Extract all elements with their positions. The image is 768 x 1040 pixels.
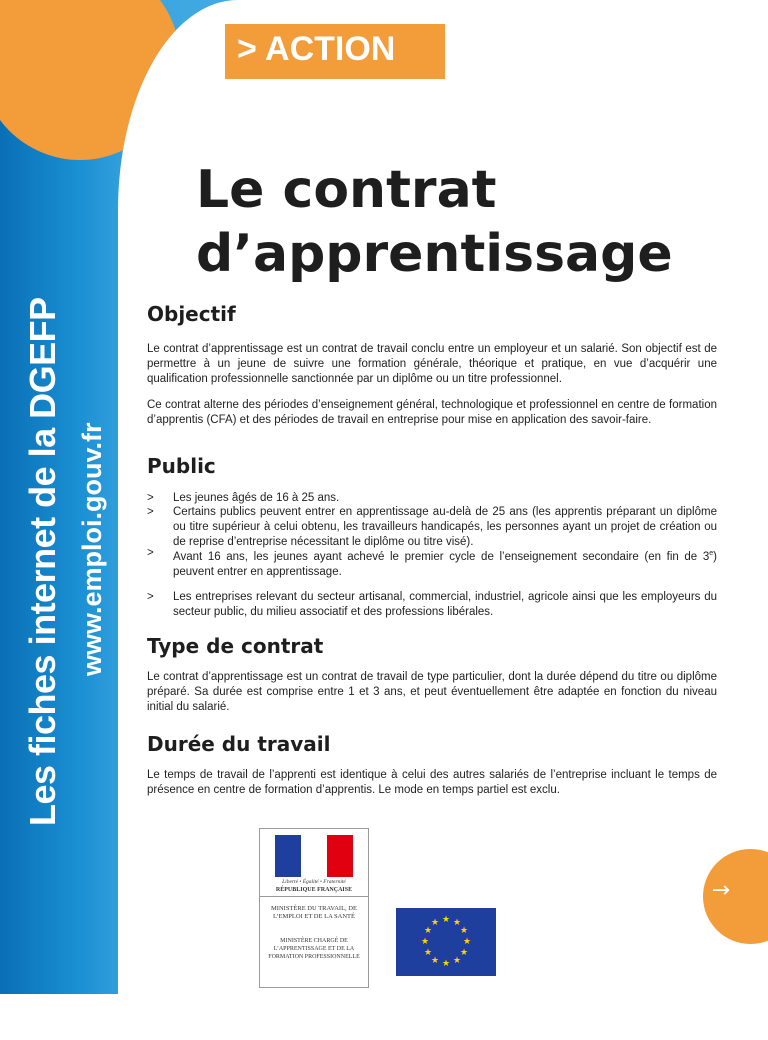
bullet-text: Certains publics peuvent entrer en apprentissage au-delà de 25 ans (les apprentis préparant un diplôme ou titre supérieur à celui obtenu, les travailleurs handicapés, les personnes ayant un projet de création ou de reprise d’entreprise nécessitant le diplôme ou titre visé). bbox=[173, 506, 717, 548]
public-bullet-1 bbox=[147, 491, 717, 506]
title-line-2: d’apprentissage bbox=[196, 224, 673, 284]
star-icon: ★ bbox=[424, 948, 433, 958]
series-title: Les fiches internet de la DGEFP bbox=[22, 297, 63, 826]
star-icon: ★ bbox=[463, 937, 472, 947]
title-line-1: Le contrat bbox=[196, 160, 497, 220]
section-heading-public: Public bbox=[147, 454, 216, 478]
star-icon: ★ bbox=[460, 926, 469, 936]
type-paragraph: Le contrat d’apprentissage est un contrat de travail de type particulier, dont la durée dépend du titre ou diplôme préparé. Sa durée est comprise entre 1 et 3 ans, et peut éventuellement être adaptée en fonction du niveau initial du salarié. bbox=[147, 671, 717, 713]
republique-francaise-logo bbox=[259, 828, 369, 988]
action-label: > ACTION bbox=[237, 30, 396, 68]
european-union-flag-icon bbox=[396, 908, 496, 976]
header-subtitle: pour l’emploi et la formation bbox=[351, 86, 741, 118]
bullet-marker: > bbox=[147, 492, 154, 504]
star-icon: ★ bbox=[421, 937, 430, 947]
section-heading-type-de-contrat: Type de contrat bbox=[147, 634, 324, 658]
duree-paragraph: Le temps de travail de l’apprenti est identique à celui des autres salariés de l’entreprise incluant le temps de présence en centre de formation d’apprentis. Le mode en temps partiel est exclu. bbox=[147, 769, 717, 796]
french-flag-icon bbox=[275, 835, 353, 877]
superscript: e bbox=[709, 550, 714, 557]
section-heading-objectif: Objectif bbox=[147, 302, 236, 326]
star-icon: ★ bbox=[442, 915, 451, 925]
public-bullet-4 bbox=[147, 590, 717, 620]
star-icon: ★ bbox=[460, 948, 469, 958]
ministry-name-2: MINISTÈRE CHARGÉ DE L’APPRENTISSAGE ET DE LA FORMATION PROFESSIONNELLE bbox=[268, 938, 360, 960]
public-bullet-3 bbox=[147, 546, 717, 580]
objectif-paragraph-1: Le contrat d’apprentissage est un contrat de travail conclu entre un employeur et un salarié. Son objectif est de permettre à un jeune de suivre une formation générale, théorique et pratique, en vue d’acquérir une qualification professionnelle sanctionnée par un diplôme ou un titre professionnel. bbox=[147, 343, 717, 385]
page-title bbox=[196, 158, 673, 286]
divider bbox=[260, 896, 368, 897]
bullet-marker: > bbox=[147, 591, 154, 603]
star-icon: ★ bbox=[442, 959, 451, 969]
bullet-marker: > bbox=[147, 547, 154, 559]
ministry-name-1: MINISTÈRE DU TRAVAIL, DE L’EMPLOI ET DE LA SANTÉ bbox=[271, 905, 357, 920]
rf-name: RÉPUBLIQUE FRANÇAISE bbox=[275, 887, 353, 893]
star-icon: ★ bbox=[453, 918, 462, 928]
objectif-paragraph-2: Ce contrat alterne des périodes d’enseignement général, technologique et professionnel en centre de formation d’apprentis (CFA) et des périodes de travail en entreprise pour mise en application des savoir-faire. bbox=[147, 399, 717, 426]
arrow-right-icon: → bbox=[711, 878, 730, 903]
bullet-text: Les entreprises relevant du secteur artisanal, commercial, industriel, agricole ainsi que les employeurs du secteur public, du milieu associatif et des professions libérales. bbox=[173, 591, 717, 618]
star-icon: ★ bbox=[431, 956, 440, 966]
website-url: www.emploi.gouv.fr bbox=[77, 422, 107, 676]
bullet-text-start: Avant 16 ans, les jeunes ayant achevé le premier cycle de l’enseignement secondaire (en fin de 3 bbox=[173, 550, 710, 563]
star-icon: ★ bbox=[424, 926, 433, 936]
bullet-text bbox=[173, 546, 717, 580]
bullet-text: Les jeunes âgés de 16 à 25 ans. bbox=[173, 492, 340, 504]
section-heading-duree-du-travail: Durée du travail bbox=[147, 732, 331, 756]
public-bullet-2 bbox=[147, 505, 717, 550]
star-icon: ★ bbox=[431, 918, 440, 928]
rf-motto: Liberté • Égalité • Fraternité bbox=[282, 879, 346, 885]
star-icon: ★ bbox=[453, 956, 462, 966]
bullet-marker: > bbox=[147, 506, 154, 518]
bullet-text-end: ) peuvent entrer en apprentissage. bbox=[173, 550, 717, 578]
